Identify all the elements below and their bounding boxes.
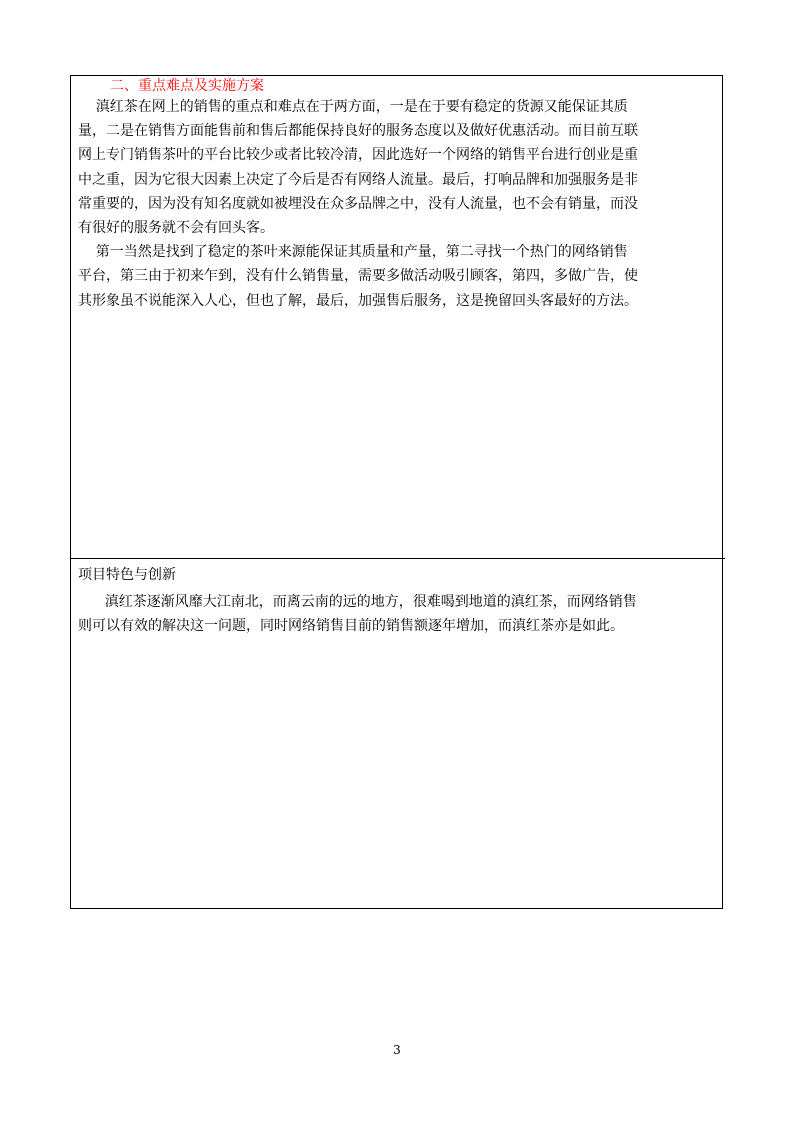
paragraph-line: 有很好的服务就不会有回头客。	[78, 220, 274, 236]
paragraph-line: 其形象虽不说能深入人心，但也了解，最后，加强售后服务，这是挽留回头客最好的方法。	[78, 292, 638, 309]
paragraph-line: 第一当然是找到了稳定的茶叶来源能保证其质量和产量，第二寻找一个热门的网络销售	[78, 244, 628, 261]
paragraph-line: 网上专门销售茶叶的平台比较少或者比较冷清，因此选好一个网络的销售平台进行创业是重	[78, 147, 638, 164]
section-heading-key-difficulties: 二、重点难点及实施方案	[110, 78, 264, 94]
paragraph-line: 中之重，因为它很大因素上决定了今后是否有网络人流量。最后，打响品牌和加强服务是非	[78, 171, 638, 188]
paragraph-line: 量，二是在销售方面能售前和售后都能保持良好的服务态度以及做好优惠活动。而目前互联	[78, 123, 638, 140]
section-heading-features: 项目特色与创新	[78, 567, 176, 583]
paragraph-line: 则可以有效的解决这一问题，同时网络销售目前的销售额逐年增加，而滇红茶亦是如此。	[78, 618, 624, 634]
paragraph-line: 滇红茶逐渐风靡大江南北，而离云南的远的地方，很难喝到地道的滇红茶，而网络销售	[78, 594, 637, 610]
paragraph-line: 滇红茶在网上的销售的重点和难点在于两方面，一是在于要有稳定的货源又能保证其质	[78, 99, 628, 115]
page-number: 3	[393, 1043, 401, 1057]
paragraph-line: 平台，第三由于初来乍到，没有什么销售量，需要多做活动吸引顾客，第四，多做广告，使	[78, 268, 638, 285]
paragraph-line: 常重要的，因为没有知名度就如被埋没在众多品牌之中，没有人流量，也不会有销量，而没	[78, 195, 638, 212]
